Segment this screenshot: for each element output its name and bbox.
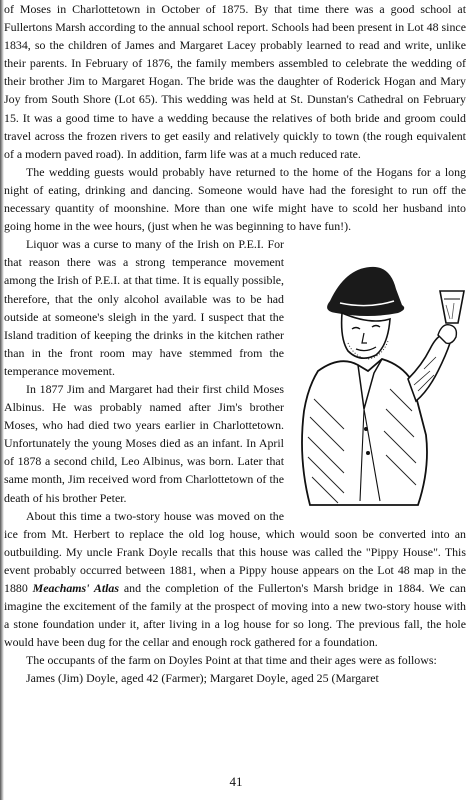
paragraph-1: of Moses in Charlottetown in October of 1875. By that time there was a good school at Fullertons Marsh according to the annual school report. Schools had been present in Lot 48 since 1834, so the children of James and Margaret Lacey probably learned to read and write, unlike their parents. In February of 1876, the family members assembled to celebrate the wedding of their brother Jim to Margaret Hogan. The bride was the daughter of Roderick Hogan and Mary Joy from South Shore (Lot 65). This wedding was held at St. Dunstan's Cathedral on February 15. It was a good time to have a wedding because the relatives of both bride and groom could travel across the frozen rivers to get easily and relatively quickly to town (the rough equivalent of a modern paved road). In addition, farm life was at a much reduced rate. <box>4 2 466 161</box>
paragraph-6: The occupants of the farm on Doyles Point at that time and their ages were as follows: <box>26 653 437 668</box>
atlas-title: Meachams' Atlas <box>32 581 120 595</box>
paragraph-4: In 1877 Jim and Margaret had their first child Moses Albinus. He was probably named after Jim's brother Moses, who had died two years earlier in Charlottetown. Unfortunately the young Moses died as an infant. In April of 1878 a second child, Leo Albinus, was born. Later that same month, Jim received word from Charlottetown of the death of his brother Peter. <box>4 381 284 505</box>
paragraph-5-text-b: and the completion of the Fullerton's Marsh bridge in 1884. We can imagine the excitement of the family at the prospect of moving into a new two-story house with a stone foundation under it, after living in a log house for so long. The previous fall, the hole would have been dug for the cellar and enough rock gathered for a foundation. <box>4 581 466 650</box>
page-number: 41 <box>229 774 243 789</box>
paragraph-3-wrap <box>4 235 466 380</box>
man-with-glass-illustration <box>290 239 468 509</box>
paragraph-5 <box>4 507 466 652</box>
paragraph-5-text-a: About this time a two-story house was moved on the ice from Mt. Herbert to replace the old log house, which would soon be converted into an outbuilding. My uncle Frank Doyle recalls that this house was called the "Pippy House". This event probably occurred between 1881, when a Pippy house appears on the Lot 48 map in the 1880 <box>4 508 466 595</box>
paragraph-2: The wedding guests would probably have returned to the home of the Hogans for a long night of eating, drinking and dancing. Someone would have had the foresight to run off the necessary quantity of moonshine. More than one wife might have to scold her husband into going home in the wee hours, (just when he was beginning to have fun!). <box>4 164 466 234</box>
illustration <box>290 239 468 509</box>
paragraph-7: James (Jim) Doyle, aged 42 (Farmer); Margaret Doyle, aged 25 (Margaret <box>26 671 379 686</box>
paragraph-3: Liquor was a curse to many of the Irish on P.E.I. For that reason there was a strong temperance movement among the Irish of P.E.I. at that time. It is equally possible, therefore, that the only alcohol available was to be had outside at someone's sleigh in the yard. I suspect that the Island tradition of keeping the drinks in the kitchen rather than in the front room may have stemmed from the temperance movement. <box>4 237 284 378</box>
text-column <box>4 0 466 688</box>
